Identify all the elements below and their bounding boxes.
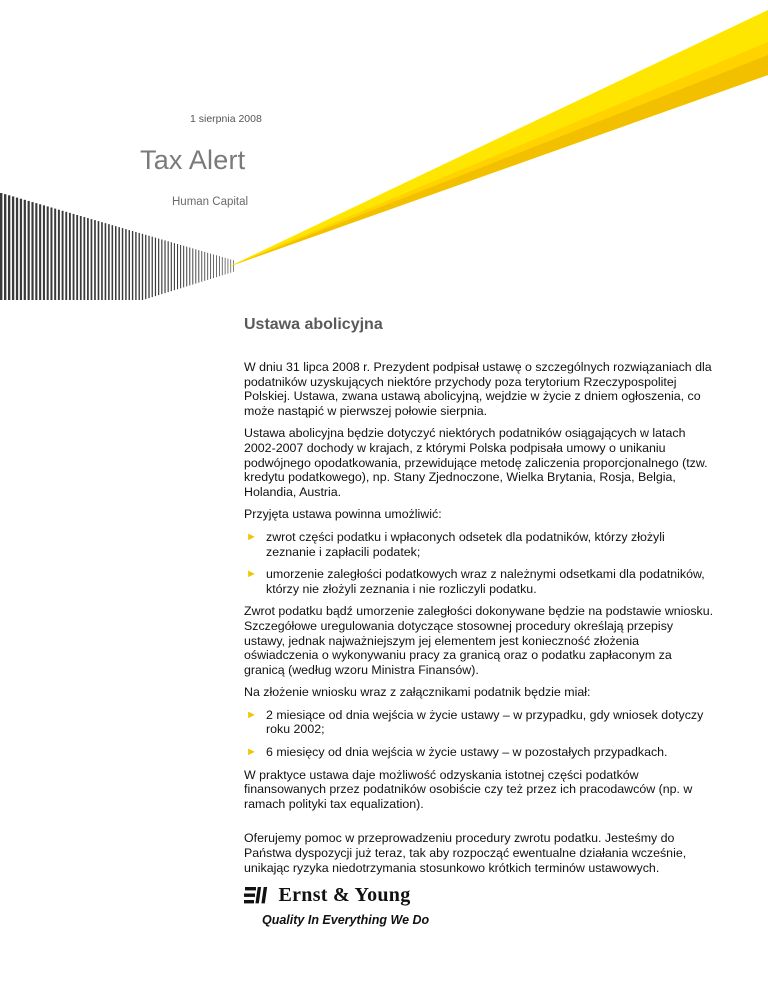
barcode-stripe bbox=[54, 209, 56, 300]
barcode-stripe bbox=[135, 232, 136, 300]
list-item-text: 6 miesięcy od dnia wejścia w życie ustawy – w pozostałych przypadkach. bbox=[266, 745, 668, 760]
barcode-stripe bbox=[87, 218, 89, 300]
triangle-bullet-icon: ► bbox=[246, 708, 257, 721]
barcode-stripe bbox=[228, 259, 229, 274]
barcode-stripe bbox=[213, 254, 214, 278]
barcode-stripe bbox=[152, 237, 153, 297]
list-item bbox=[244, 567, 714, 596]
barcode-stripe bbox=[222, 257, 223, 275]
barcode-stripe bbox=[233, 260, 234, 272]
barcode-stripe bbox=[161, 239, 162, 294]
barcode-stripe bbox=[105, 223, 107, 300]
barcode-stripe bbox=[4, 194, 6, 300]
barcode-stripe bbox=[198, 250, 199, 282]
barcode-stripe bbox=[91, 219, 93, 300]
barcode-stripe bbox=[20, 199, 22, 300]
barcode-stripe bbox=[145, 235, 146, 299]
barcode-stripe bbox=[83, 217, 85, 300]
barcode-stripe bbox=[216, 255, 217, 277]
ey-logo bbox=[244, 884, 411, 907]
barcode-stripe bbox=[65, 212, 67, 300]
barcode-stripe bbox=[168, 241, 169, 292]
barcode-stripe bbox=[148, 236, 149, 298]
barcode-stripe bbox=[186, 247, 187, 287]
paragraph-practice: W praktyce ustawa daje możliwość odzyskania istotnej części podatków finansowanych przez podatników osobiście czy też przez ich pracodawców (np. w ramach polityki tax equalization). bbox=[244, 767, 693, 811]
barcode-stripe bbox=[94, 220, 96, 300]
barcode-stripe bbox=[195, 249, 196, 283]
barcode-stripe bbox=[210, 254, 211, 279]
barcode-stripe bbox=[225, 258, 226, 275]
paragraph-offer: Oferujemy pomoc w przeprowadzeniu procedury zwrotu podatku. Jesteśmy do Państwa dyspozycji już teraz, tak aby rozpocząć ewentualne działania wcześnie, unikając ryzyka niedotrzymania stosunkowo krótkich terminów ustawowych. bbox=[244, 831, 687, 875]
barcode-stripe bbox=[122, 228, 123, 300]
barcode-stripe bbox=[16, 198, 18, 300]
barcode-stripe bbox=[204, 252, 205, 281]
paragraph-intro: W dniu 31 lipca 2008 r. Prezydent podpisał ustawę o szczególnych rozwiązaniach dla podatników uzyskujących niektóre przychody poza terytorium Rzeczypospolitej Polskiej. Ustawa, zwana ustawą abolicyjną, wejdzie w życie z dniem ogłoszenia, co może nastąpić w pierwszej połowie sierpnia. bbox=[244, 360, 712, 418]
barcode-stripe bbox=[207, 253, 208, 280]
barcode-stripe bbox=[76, 215, 78, 300]
paragraph-deadline-intro: Na złożenie wniosku wraz z załącznikami podatnik będzie miał: bbox=[244, 685, 591, 700]
barcode-stripes bbox=[0, 193, 234, 300]
list-item bbox=[244, 530, 714, 559]
barcode-stripe bbox=[155, 238, 156, 296]
barcode-stripe bbox=[129, 230, 130, 300]
page-subtitle: Human Capital bbox=[172, 196, 249, 208]
triangle-bullet-icon: ► bbox=[246, 568, 257, 581]
barcode-stripe bbox=[115, 226, 117, 300]
barcode-stripe bbox=[183, 246, 184, 288]
paragraph-list-intro: Przyjęta ustawa powinna umożliwić: bbox=[244, 507, 442, 522]
article-body bbox=[244, 360, 714, 883]
barcode-stripe bbox=[132, 231, 133, 300]
barcode-stripe bbox=[58, 210, 60, 300]
barcode-stripe bbox=[24, 200, 26, 300]
barcode-stripe bbox=[180, 245, 181, 288]
list-item bbox=[244, 708, 714, 737]
paragraph-procedure: Zwrot podatku bądź umorzenie zaległości dokonywane będzie na podstawie wniosku. Szczegółowe uregulowania dotyczące stosownej procedury określają przepisy ustawy, jednak najważniejszym jej elementem jest konieczność złożenia oświadczenia o wykonywaniu pracy za granicą oraz o podatku zapłaconym za granicą (według wzoru Ministra Finansów). bbox=[244, 604, 714, 677]
barcode-stripe bbox=[139, 233, 140, 300]
paragraph-scope: Ustawa abolicyjna będzie dotyczyć niektórych podatników osiągających w latach 2002-2007 dochody w krajach, z którymi Polska podpisała umowy o unikaniu podwójnego opodatkowania, przewidujące metodę zaliczenia proporcjonalnego (tzw. kredytu podatkowego), np. Stany Zjednoczone, Wielka Brytania, Rosja, Belgia, Holandia, Austria. bbox=[244, 426, 708, 499]
list-item-text: 2 miesiące od dnia wejścia w życie ustawy – w przypadku, gdy wniosek dotyczy roku 2002; bbox=[266, 707, 704, 737]
barcode-stripe bbox=[108, 224, 110, 300]
barcode-stripe bbox=[219, 256, 220, 276]
barcode-stripe bbox=[98, 221, 100, 300]
barcode-stripe bbox=[47, 206, 49, 300]
barcode-stripe bbox=[158, 239, 159, 296]
company-tagline: Quality In Everything We Do bbox=[262, 913, 430, 927]
barcode-stripe bbox=[28, 201, 30, 300]
barcode-stripe bbox=[101, 222, 103, 300]
barcode-stripe bbox=[174, 243, 175, 290]
barcode-stripe bbox=[189, 248, 190, 286]
barcode-stripe bbox=[62, 211, 64, 300]
barcode-stripe bbox=[69, 213, 71, 300]
article-heading: Ustawa abolicyjna bbox=[244, 316, 383, 333]
alert-date: 1 sierpnia 2008 bbox=[190, 113, 262, 125]
barcode-stripe bbox=[8, 195, 10, 300]
deadlines-list bbox=[244, 708, 714, 760]
barcode-stripe bbox=[35, 203, 37, 300]
barcode-stripe bbox=[177, 244, 178, 289]
barcode-stripe bbox=[50, 208, 52, 300]
triangle-bullet-icon: ► bbox=[246, 746, 257, 759]
barcode-stripe bbox=[0, 193, 2, 300]
list-item-text: zwrot części podatku i wpłaconych odsetek dla podatników, którzy złożyli zeznanie i zapłacili podatek; bbox=[266, 529, 665, 559]
barcode-stripe bbox=[192, 248, 193, 284]
page-title: Tax Alert bbox=[140, 145, 246, 175]
barcode-stripe bbox=[43, 205, 45, 300]
yellow-beam bbox=[228, 10, 768, 267]
ey-logo-icon bbox=[244, 885, 270, 907]
barcode-stripe bbox=[201, 251, 202, 282]
barcode-stripe bbox=[142, 234, 143, 300]
benefits-list bbox=[244, 530, 714, 596]
list-item-text: umorzenie zaległości podatkowych wraz z należnymi odsetkami dla podatników, którzy nie złożyli zeznania i nie rozliczyli podatku. bbox=[266, 567, 705, 596]
barcode-stripe bbox=[31, 202, 33, 300]
barcode-stripe bbox=[12, 196, 14, 300]
barcode-stripe bbox=[80, 216, 82, 300]
barcode-stripe bbox=[112, 225, 114, 300]
barcode-stripe bbox=[125, 229, 126, 300]
company-name: Ernst & Young bbox=[278, 884, 411, 906]
triangle-bullet-icon: ► bbox=[246, 530, 257, 543]
barcode-stripe bbox=[73, 214, 75, 300]
header-banner-graphic bbox=[0, 0, 768, 300]
barcode-stripe bbox=[118, 227, 120, 300]
list-item bbox=[244, 745, 714, 760]
barcode-stripe bbox=[164, 240, 165, 293]
barcode-stripe bbox=[171, 242, 172, 291]
barcode-stripe bbox=[39, 204, 41, 300]
